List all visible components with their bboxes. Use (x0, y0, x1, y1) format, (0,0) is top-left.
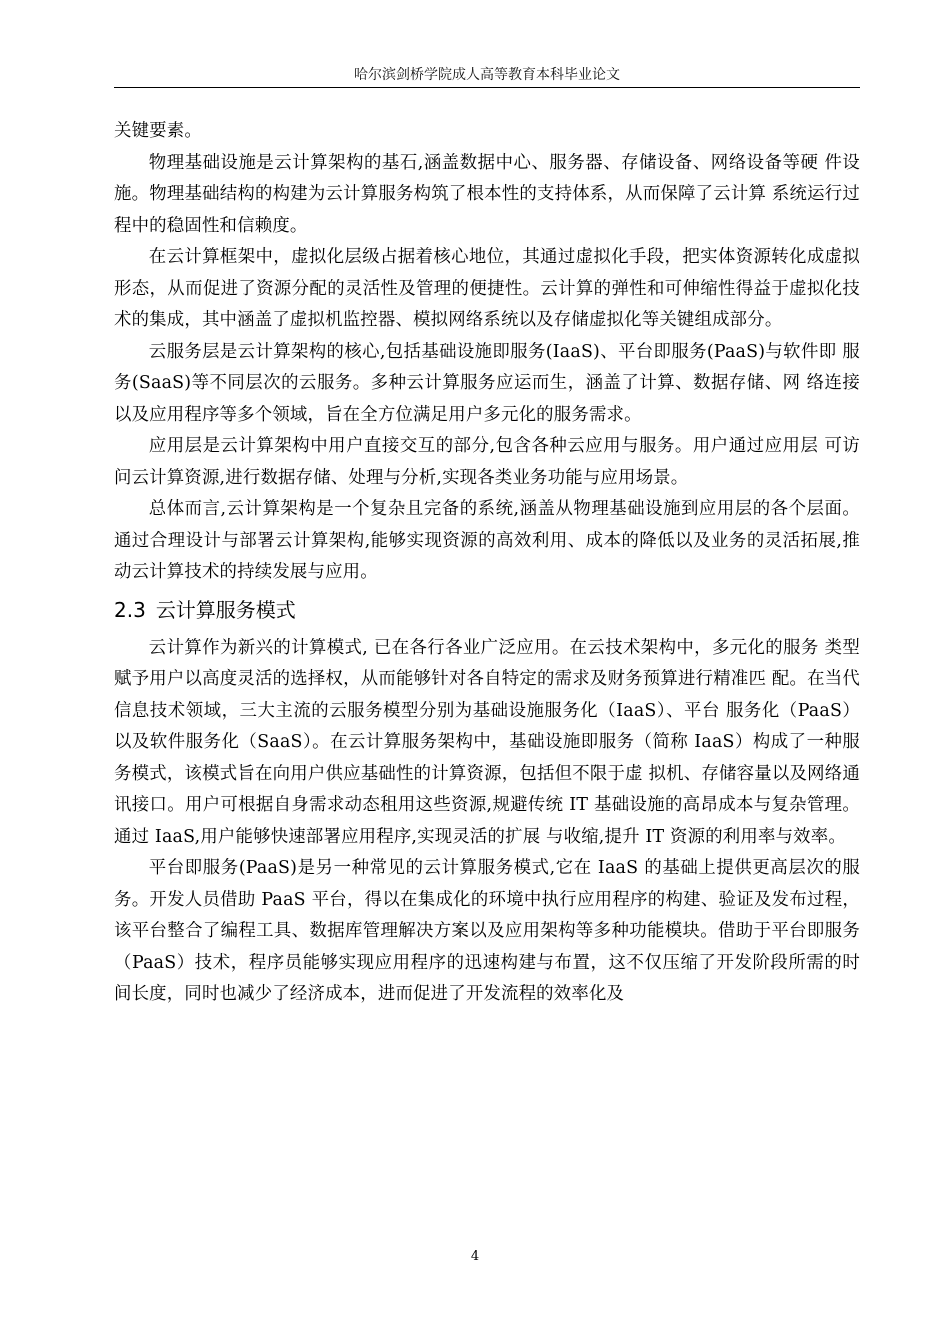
paragraph-cloud-service-layer: 云服务层是云计算架构的核心,包括基础设施即服务(IaaS)、平台即服务(PaaS)与软件即 服务(SaaS)等不同层次的云服务。多种云计算服务应运而生，涵盖了计算、数据存储、网 络连接以及应用程序等多个领域，旨在全方位满足用户多元化的服务需求。 (114, 341, 860, 425)
paragraph-paas: 平台即服务(PaaS)是另一种常见的云计算服务模式,它在 IaaS 的基础上提供更高层次的服务。开发人员借助 PaaS 平台，得以在集成化的环境中执行应用程序的构建、验证及发布过程，该平台整合了编程工具、数据库管理解决方案以及应用架构等多种功能模块。借助于平台即服务（PaaS）技术，程序员能够实现应用程序的迅速构建与布置，这不仅压缩了开发阶段所需的时间长度，同时也减少了经济成本，进而促进了开发流程的效率化及 (114, 858, 860, 1004)
page-header: 哈尔滨剑桥学院成人高等教育本科毕业论文 (354, 67, 620, 83)
section-number: 2.3 (114, 597, 146, 622)
section-heading (114, 593, 860, 627)
paragraph-service-models-iaas: 云计算作为新兴的计算模式, 已在各行各业广泛应用。在云技术架构中，多元化的服务 类型赋予用户以高度灵活的选择权，从而能够针对各自特定的需求及财务预算进行精准匹 配。在当代信息技术领域，三大主流的云服务模型分别为基础设施服务化（IaaS）、平台 服务化（PaaS）以及软件服务化（SaaS）。在云计算服务架构中，基础设施即服务（简称 IaaS）构成了一种服务模式，该模式旨在向用户供应基础性的计算资源，包括但不限于虚 拟机、存储容量以及网络通讯接口。用户可根据自身需求动态租用这些资源,规避传统 IT 基础设施的高昂成本与复杂管理。通过 IaaS,用户能够快速部署应用程序,实现灵活的扩展 与收缩,提升 IT 资源的利用率与效率。 (114, 637, 860, 847)
document-body (114, 116, 860, 1011)
continuation-text: 关键要素。 (114, 121, 202, 141)
paragraph-physical-infrastructure: 物理基础设施是云计算架构的基石,涵盖数据中心、服务器、存储设备、网络设备等硬 件设施。物理基础结构的构建为云计算服务构筑了根本性的支持体系，从而保障了云计算 系统运行过程中的稳固性和信赖度。 (114, 152, 860, 236)
paragraph-summary: 总体而言,云计算架构是一个复杂且完备的系统,涵盖从物理基础设施到应用层的各个层面。通过合理设计与部署云计算架构,能够实现资源的高效利用、成本的降低以及业务的灵活拓展,推动云计算技术的持续发展与应用。 (114, 499, 860, 582)
header-divider (114, 87, 860, 88)
section-title: 云计算服务模式 (155, 597, 296, 622)
paragraph-application-layer: 应用层是云计算架构中用户直接交互的部分,包含各种云应用与服务。用户通过应用层 可访问云计算资源,进行数据存储、处理与分析,实现各类业务功能与应用场景。 (114, 436, 860, 488)
page-number: 4 (470, 1249, 480, 1264)
paragraph-virtualization-layer: 在云计算框架中，虚拟化层级占据着核心地位，其通过虚拟化手段，把实体资源转化成虚拟形态，从而促进了资源分配的灵活性及管理的便捷性。云计算的弹性和可伸缩性得益于虚拟化技术的集成，其中涵盖了虚拟机监控器、模拟网络系统以及存储虚拟化等关键组成部分。 (114, 247, 860, 330)
